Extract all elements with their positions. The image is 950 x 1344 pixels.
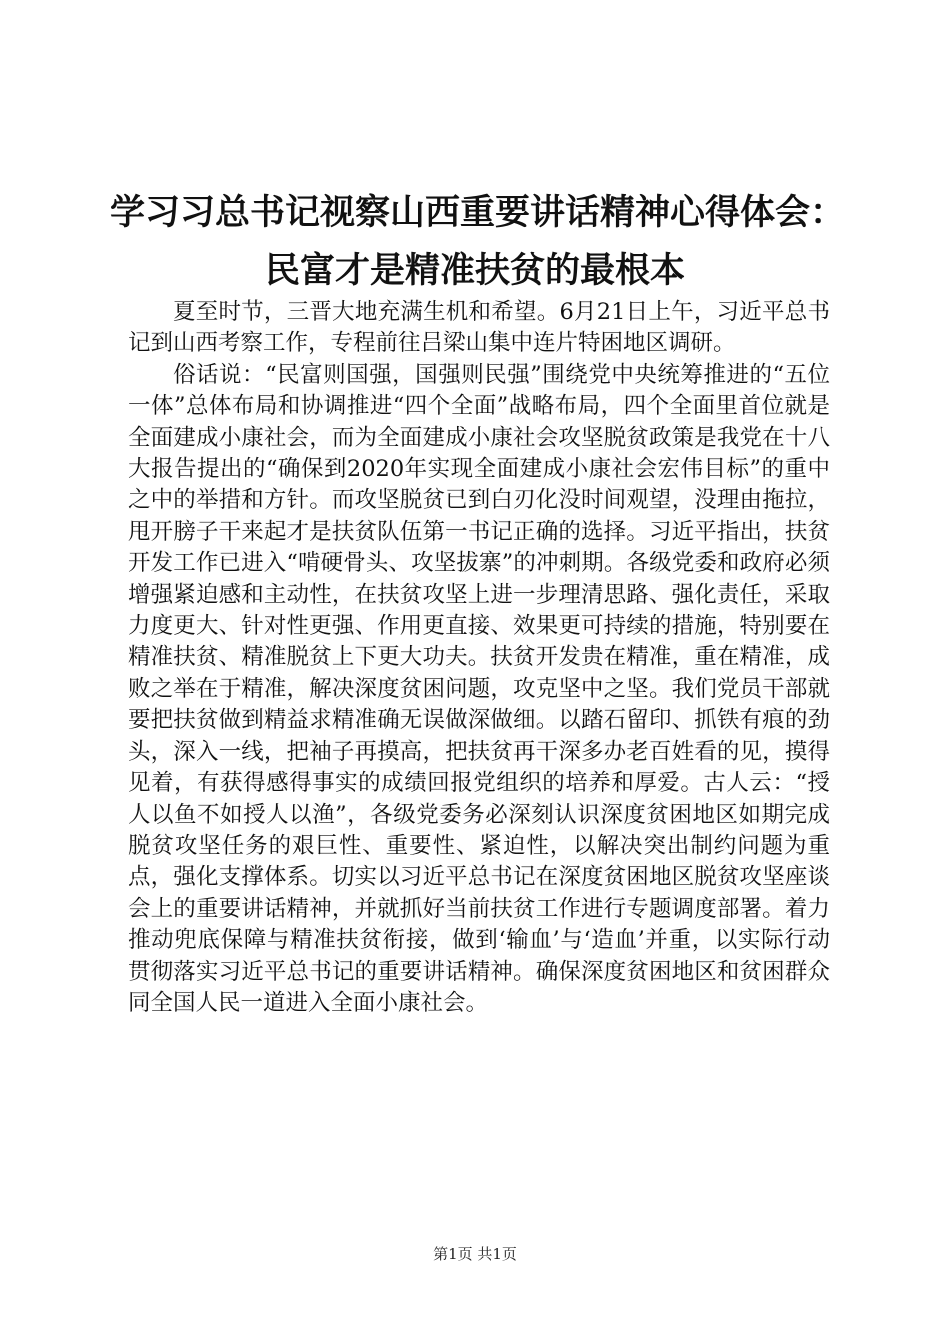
body-paragraph-1: 夏至时节，三晋大地充满生机和希望。6月21日上午，习近平总书记到山西考察工作，专程前往吕梁山集中连片特困地区调研。 (128, 299, 830, 357)
document-title-line-1: 学习习总书记视察山西重要讲话精神心得体会： (110, 192, 846, 233)
document-title-line-2: 民富才是精准扶贫的最根本 (264, 250, 685, 291)
document-body (128, 297, 830, 1019)
body-paragraph-2: 俗话说：“民富则国强，国强则民强”围绕党中央统筹推进的“五位一体”总体布局和协调推进“四个全面”战略布局，四个全面里首位就是全面建成小康社会，而为全面建成小康社会攻坚脱贫政策是我党在十八大报告提出的“确保到2020年实现全面建成小康社会宏伟目标”的重中之中的举措和方针。而攻坚脱贫已到白刃化没时间观望，没理由拖拉，甩开膀子干来起才是扶贫队伍第一书记正确的选择。习近平指出，扶贫开发工作已进入“啃硬骨头、攻坚拔寨”的冲刺期。各级党委和政府必须增强紧迫感和主动性，在扶贫攻坚上进一步理清思路、强化责任，采取力度更大、针对性更强、作用更直接、效果更可持续的措施，特别要在精准扶贫、精准脱贫上下更大功夫。扶贫开发贵在精准，重在精准，成败之举在于精准，解决深度贫困问题，攻克坚中之坚。我们党员干部就要把扶贫做到精益求精准确无误做深做细。以踏石留印、抓铁有痕的劲头，深入一线，把袖子再摸高，把扶贫再干深多办老百姓看的见，摸得见着，有获得感得事实的成绩回报党组织的培养和厚爱。古人云：“授人以鱼不如授人以渔”，各级党委务必深刻认识深度贫困地区如期完成脱贫攻坚任务的艰巨性、重要性、紧迫性，以解决突出制约问题为重点，强化支撑体系。切实以习近平总书记在深度贫困地区脱贫攻坚座谈会上的重要讲话精神，并就抓好当前扶贫工作进行专题调度部署。着力推动兜底保障与精准扶贫衔接，做到‘输血’与‘造血’并重，以实际行动贯彻落实习近平总书记的重要讲话精神。确保深度贫困地区和贫困群众同全国人民一道进入全面小康社会。 (128, 361, 830, 1016)
page-footer: 第1页 共1页 (433, 1245, 517, 1263)
